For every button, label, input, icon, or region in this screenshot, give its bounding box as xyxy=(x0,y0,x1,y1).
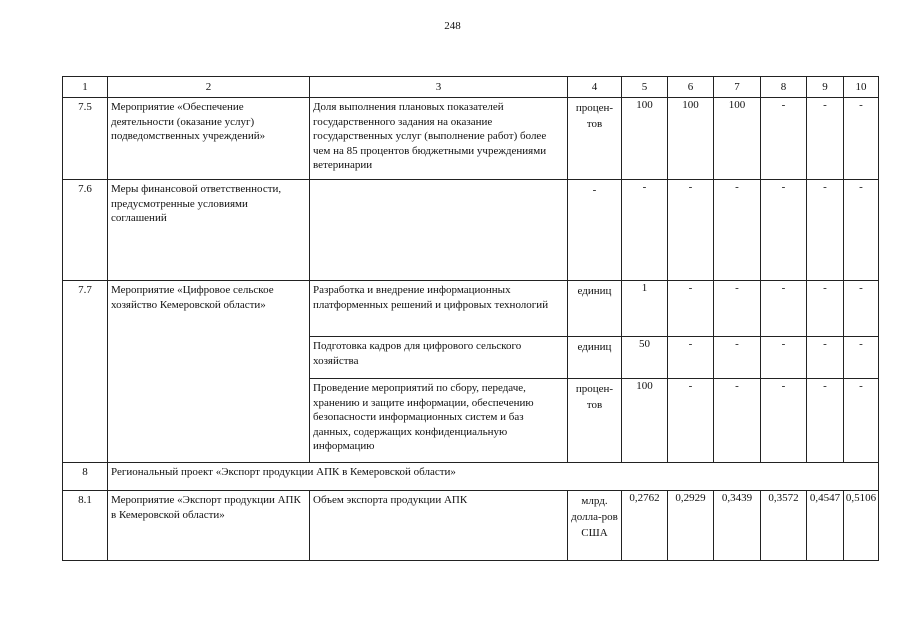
header-cell: 7 xyxy=(714,77,761,98)
value-cell: - xyxy=(844,337,879,379)
header-cell: 2 xyxy=(108,77,310,98)
header-cell: 5 xyxy=(622,77,668,98)
header-cell: 8 xyxy=(761,77,807,98)
value-cell: 100 xyxy=(668,98,714,180)
value-cell: - xyxy=(668,379,714,463)
row-indicator: Доля выполнения плановых показателей государственного задания на оказание государственных услуг (выполнение работ) более чем на 85 процентов бюджетными учреждениями ветеринарии xyxy=(310,98,568,180)
value-cell: - xyxy=(761,337,807,379)
value-cell: - xyxy=(844,379,879,463)
row-indicator: Объем экспорта продукции АПК xyxy=(310,491,568,561)
value-cell: - xyxy=(714,180,761,281)
table-row xyxy=(63,281,879,337)
row-measure: Мероприятие «Обеспечение деятельности (оказание услуг) подведомственных учреждений» xyxy=(108,98,310,180)
row-measure: Мероприятие «Цифровое сельское хозяйство Кемеровской области» xyxy=(108,281,310,463)
row-measure: Мероприятие «Экспорт продукции АПК в Кемеровской области» xyxy=(108,491,310,561)
row-indicator: Разработка и внедрение информационных платформенных решений и цифровых технологий xyxy=(310,281,568,337)
table-row-section xyxy=(63,463,879,491)
value-cell: - xyxy=(807,281,844,337)
value-cell: - xyxy=(622,180,668,281)
row-code: 7.5 xyxy=(63,98,108,180)
row-code: 7.6 xyxy=(63,180,108,281)
value-cell: - xyxy=(844,281,879,337)
value-cell: - xyxy=(668,337,714,379)
header-cell: 4 xyxy=(568,77,622,98)
row-indicator: Подготовка кадров для цифрового сельского хозяйства xyxy=(310,337,568,379)
value-cell: - xyxy=(714,337,761,379)
header-cell: 6 xyxy=(668,77,714,98)
value-cell: 100 xyxy=(714,98,761,180)
row-unit: процен-тов xyxy=(568,379,622,463)
value-cell: - xyxy=(761,281,807,337)
row-unit: единиц xyxy=(568,281,622,337)
value-cell: 0,2929 xyxy=(668,491,714,561)
value-cell: - xyxy=(807,180,844,281)
value-cell: - xyxy=(844,180,879,281)
row-unit: - xyxy=(568,180,622,281)
table-row xyxy=(63,98,879,180)
value-cell: - xyxy=(668,180,714,281)
value-cell: - xyxy=(844,98,879,180)
value-cell: 0,2762 xyxy=(622,491,668,561)
table-row xyxy=(63,180,879,281)
row-unit: млрд. долла-ров США xyxy=(568,491,622,561)
value-cell: 0,3439 xyxy=(714,491,761,561)
value-cell: 1 xyxy=(622,281,668,337)
row-code: 7.7 xyxy=(63,281,108,463)
header-cell: 3 xyxy=(310,77,568,98)
value-cell: - xyxy=(668,281,714,337)
value-cell: 0,3572 xyxy=(761,491,807,561)
row-unit: процен-тов xyxy=(568,98,622,180)
table-header-row xyxy=(63,77,879,98)
value-cell: - xyxy=(807,98,844,180)
value-cell: - xyxy=(807,379,844,463)
value-cell: - xyxy=(807,337,844,379)
page-number: 248 xyxy=(444,20,461,32)
row-code: 8 xyxy=(63,463,108,491)
value-cell: - xyxy=(761,180,807,281)
row-measure: Меры финансовой ответственности, предусмотренные условиями соглашений xyxy=(108,180,310,281)
value-cell: 50 xyxy=(622,337,668,379)
row-indicator xyxy=(310,180,568,281)
header-cell: 10 xyxy=(844,77,879,98)
row-unit: единиц xyxy=(568,337,622,379)
indicators-table xyxy=(62,76,879,561)
value-cell: 100 xyxy=(622,98,668,180)
row-code: 8.1 xyxy=(63,491,108,561)
value-cell: - xyxy=(714,281,761,337)
value-cell: 0,4547 xyxy=(807,491,844,561)
section-title: Региональный проект «Экспорт продукции АПК в Кемеровской области» xyxy=(108,463,879,491)
value-cell: - xyxy=(761,379,807,463)
header-cell: 9 xyxy=(807,77,844,98)
value-cell: - xyxy=(714,379,761,463)
value-cell: - xyxy=(761,98,807,180)
table-row xyxy=(63,491,879,561)
header-cell: 1 xyxy=(63,77,108,98)
value-cell: 100 xyxy=(622,379,668,463)
row-indicator: Проведение мероприятий по сбору, передаче, хранению и защите информации, обеспечению безопасности информационных систем и баз данных, содержащих конфиденциальную информацию xyxy=(310,379,568,463)
value-cell: 0,5106 xyxy=(844,491,879,561)
